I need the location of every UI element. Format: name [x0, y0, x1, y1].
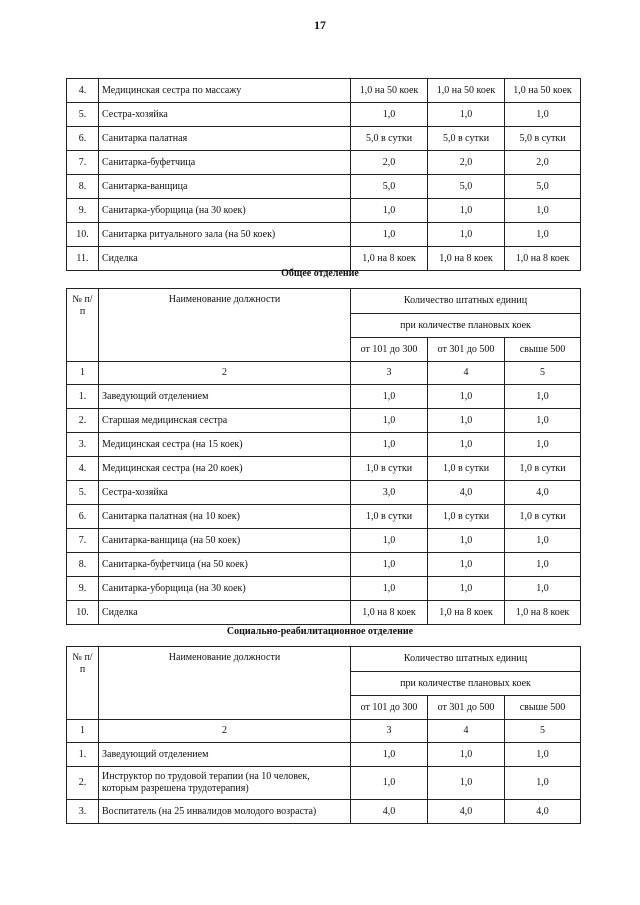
- value-col3: 1,0: [351, 743, 428, 767]
- row-number: 5.: [67, 103, 99, 127]
- row-number: 10.: [67, 601, 99, 625]
- col-number: 3: [351, 720, 428, 743]
- table-row: [67, 433, 581, 457]
- row-number: 1.: [67, 385, 99, 409]
- value-col3: 1,0: [351, 385, 428, 409]
- value-col5: 1,0 на 8 коек: [505, 247, 581, 271]
- value-col5: 4,0: [505, 800, 581, 824]
- value-col5: 1,0: [505, 529, 581, 553]
- value-col4: 1,0: [428, 385, 505, 409]
- value-col5: 1,0: [505, 199, 581, 223]
- position-name: Воспитатель (на 25 инвалидов молодого возраста): [99, 800, 351, 824]
- table-row: [67, 103, 581, 127]
- value-col4: 1,0: [428, 199, 505, 223]
- position-name: Медицинская сестра (на 15 коек): [99, 433, 351, 457]
- table-row: [67, 127, 581, 151]
- value-col3: 1,0 на 50 коек: [351, 79, 428, 103]
- table-row: [67, 481, 581, 505]
- col-number: 1: [67, 362, 99, 385]
- value-col3: 1,0: [351, 103, 428, 127]
- table-row: [67, 247, 581, 271]
- row-number: 6.: [67, 505, 99, 529]
- row-number: 1.: [67, 743, 99, 767]
- value-col4: 4,0: [428, 800, 505, 824]
- position-name: Санитарка-ванщица (на 50 коек): [99, 529, 351, 553]
- page-number: 17: [314, 18, 326, 32]
- value-col4: 1,0: [428, 409, 505, 433]
- row-number: 10.: [67, 223, 99, 247]
- value-col5: 1,0: [505, 103, 581, 127]
- value-col5: 1,0: [505, 409, 581, 433]
- row-number: 7.: [67, 151, 99, 175]
- value-col3: 1,0 на 8 коек: [351, 601, 428, 625]
- table-body: [67, 743, 581, 824]
- header-position: Наименование должности: [99, 289, 351, 362]
- table-row: [67, 800, 581, 824]
- position-name: Старшая медицинская сестра: [99, 409, 351, 433]
- table-row: [67, 223, 581, 247]
- position-name: Санитарка палатная: [99, 127, 351, 151]
- row-number: 8.: [67, 553, 99, 577]
- col-number: 2: [99, 720, 351, 743]
- row-number: 2.: [67, 767, 99, 800]
- value-col3: 1,0: [351, 577, 428, 601]
- row-number: 9.: [67, 199, 99, 223]
- col-number: 2: [99, 362, 351, 385]
- position-name: Сестра-хозяйка: [99, 481, 351, 505]
- value-col3: 5,0 в сутки: [351, 127, 428, 151]
- row-number: 6.: [67, 127, 99, 151]
- header-position: Наименование должности: [99, 647, 351, 720]
- header-staff-units: Количество штатных единиц: [351, 647, 581, 672]
- value-col3: 1,0: [351, 433, 428, 457]
- col-number: 5: [505, 720, 581, 743]
- value-col3: 1,0: [351, 529, 428, 553]
- position-name: Сестра-хозяйка: [99, 103, 351, 127]
- value-col4: 1,0: [428, 223, 505, 247]
- header-planned-beds: при количестве плановых коек: [351, 672, 581, 696]
- col-number: 4: [428, 720, 505, 743]
- position-name: Санитарка-уборщица (на 30 коек): [99, 199, 351, 223]
- position-name: Санитарка-буфетчица: [99, 151, 351, 175]
- value-col5: 4,0: [505, 481, 581, 505]
- value-col3: 3,0: [351, 481, 428, 505]
- row-number: 4.: [67, 457, 99, 481]
- table-row: [67, 175, 581, 199]
- value-col3: 1,0 в сутки: [351, 505, 428, 529]
- value-col4: 1,0: [428, 577, 505, 601]
- row-number: 3.: [67, 800, 99, 824]
- header-col4: от 301 до 500: [428, 696, 505, 720]
- value-col4: 1,0: [428, 743, 505, 767]
- value-col4: 2,0: [428, 151, 505, 175]
- value-col5: 1,0 в сутки: [505, 505, 581, 529]
- value-col3: 1,0: [351, 553, 428, 577]
- position-name: Санитарка-уборщица (на 30 коек): [99, 577, 351, 601]
- header-col4: от 301 до 500: [428, 338, 505, 362]
- row-number: 3.: [67, 433, 99, 457]
- table-row: [67, 577, 581, 601]
- value-col5: 1,0 на 8 коек: [505, 601, 581, 625]
- table-row: [67, 553, 581, 577]
- value-col4: 1,0 в сутки: [428, 505, 505, 529]
- header-col3: от 101 до 300: [351, 696, 428, 720]
- value-col3: 1,0: [351, 767, 428, 800]
- staffing-table-continued: [66, 78, 581, 271]
- position-name: Заведующий отделением: [99, 385, 351, 409]
- value-col3: 1,0 на 8 коек: [351, 247, 428, 271]
- staffing-table-rehab: [66, 646, 581, 824]
- col-number: 3: [351, 362, 428, 385]
- value-col5: 5,0 в сутки: [505, 127, 581, 151]
- table-row: [67, 601, 581, 625]
- position-name: Санитарка-ванщица: [99, 175, 351, 199]
- position-name: Инструктор по трудовой терапии (на 10 человек, которым разрешена трудотерапия): [99, 767, 351, 800]
- section-title-rehab: Социально-реабилитационное отделение: [226, 626, 414, 637]
- header-num: № п/п: [67, 647, 99, 720]
- value-col5: 1,0 в сутки: [505, 457, 581, 481]
- value-col4: 1,0 на 8 коек: [428, 247, 505, 271]
- table-row: [67, 199, 581, 223]
- table-row: [67, 385, 581, 409]
- row-number: 4.: [67, 79, 99, 103]
- value-col4: 1,0 на 50 коек: [428, 79, 505, 103]
- position-name: Медицинская сестра по массажу: [99, 79, 351, 103]
- row-number: 7.: [67, 529, 99, 553]
- header-num: № п/п: [67, 289, 99, 362]
- table-row: [67, 743, 581, 767]
- table-row: [67, 409, 581, 433]
- value-col5: 2,0: [505, 151, 581, 175]
- header-planned-beds: при количестве плановых коек: [351, 314, 581, 338]
- table-row: [67, 151, 581, 175]
- table-row: [67, 79, 581, 103]
- value-col5: 1,0: [505, 767, 581, 800]
- row-number: 9.: [67, 577, 99, 601]
- position-name: Санитарка палатная (на 10 коек): [99, 505, 351, 529]
- table-row: [67, 767, 581, 800]
- value-col3: 1,0: [351, 199, 428, 223]
- value-col4: 1,0: [428, 767, 505, 800]
- value-col3: 1,0: [351, 409, 428, 433]
- value-col3: 1,0: [351, 223, 428, 247]
- value-col4: 1,0 в сутки: [428, 457, 505, 481]
- value-col5: 1,0: [505, 743, 581, 767]
- value-col3: 4,0: [351, 800, 428, 824]
- header-col5: свыше 500: [505, 338, 581, 362]
- value-col5: 1,0: [505, 553, 581, 577]
- value-col5: 1,0: [505, 385, 581, 409]
- header-col3: от 101 до 300: [351, 338, 428, 362]
- table-body: [67, 385, 581, 625]
- header-col5: свыше 500: [505, 696, 581, 720]
- staffing-table-general: [66, 288, 581, 625]
- col-number: 4: [428, 362, 505, 385]
- row-number: 5.: [67, 481, 99, 505]
- table-row: [67, 529, 581, 553]
- value-col4: 1,0: [428, 553, 505, 577]
- value-col4: 4,0: [428, 481, 505, 505]
- position-name: Санитарка ритуального зала (на 50 коек): [99, 223, 351, 247]
- table-body: [67, 79, 581, 271]
- value-col4: 5,0: [428, 175, 505, 199]
- position-name: Санитарка-буфетчица (на 50 коек): [99, 553, 351, 577]
- value-col5: 1,0 на 50 коек: [505, 79, 581, 103]
- section-title-general: Общее отделение: [281, 268, 359, 279]
- col-number: 5: [505, 362, 581, 385]
- value-col5: 1,0: [505, 577, 581, 601]
- position-name: Сиделка: [99, 247, 351, 271]
- value-col5: 5,0: [505, 175, 581, 199]
- value-col5: 1,0: [505, 433, 581, 457]
- table-row: [67, 457, 581, 481]
- value-col4: 1,0 на 8 коек: [428, 601, 505, 625]
- row-number: 8.: [67, 175, 99, 199]
- value-col4: 1,0: [428, 433, 505, 457]
- col-number: 1: [67, 720, 99, 743]
- value-col4: 5,0 в сутки: [428, 127, 505, 151]
- position-name: Заведующий отделением: [99, 743, 351, 767]
- row-number: 2.: [67, 409, 99, 433]
- position-name: Сиделка: [99, 601, 351, 625]
- row-number: 11.: [67, 247, 99, 271]
- value-col5: 1,0: [505, 223, 581, 247]
- value-col3: 1,0 в сутки: [351, 457, 428, 481]
- value-col3: 2,0: [351, 151, 428, 175]
- position-name: Медицинская сестра (на 20 коек): [99, 457, 351, 481]
- value-col3: 5,0: [351, 175, 428, 199]
- table-row: [67, 505, 581, 529]
- header-staff-units: Количество штатных единиц: [351, 289, 581, 314]
- value-col4: 1,0: [428, 529, 505, 553]
- value-col4: 1,0: [428, 103, 505, 127]
